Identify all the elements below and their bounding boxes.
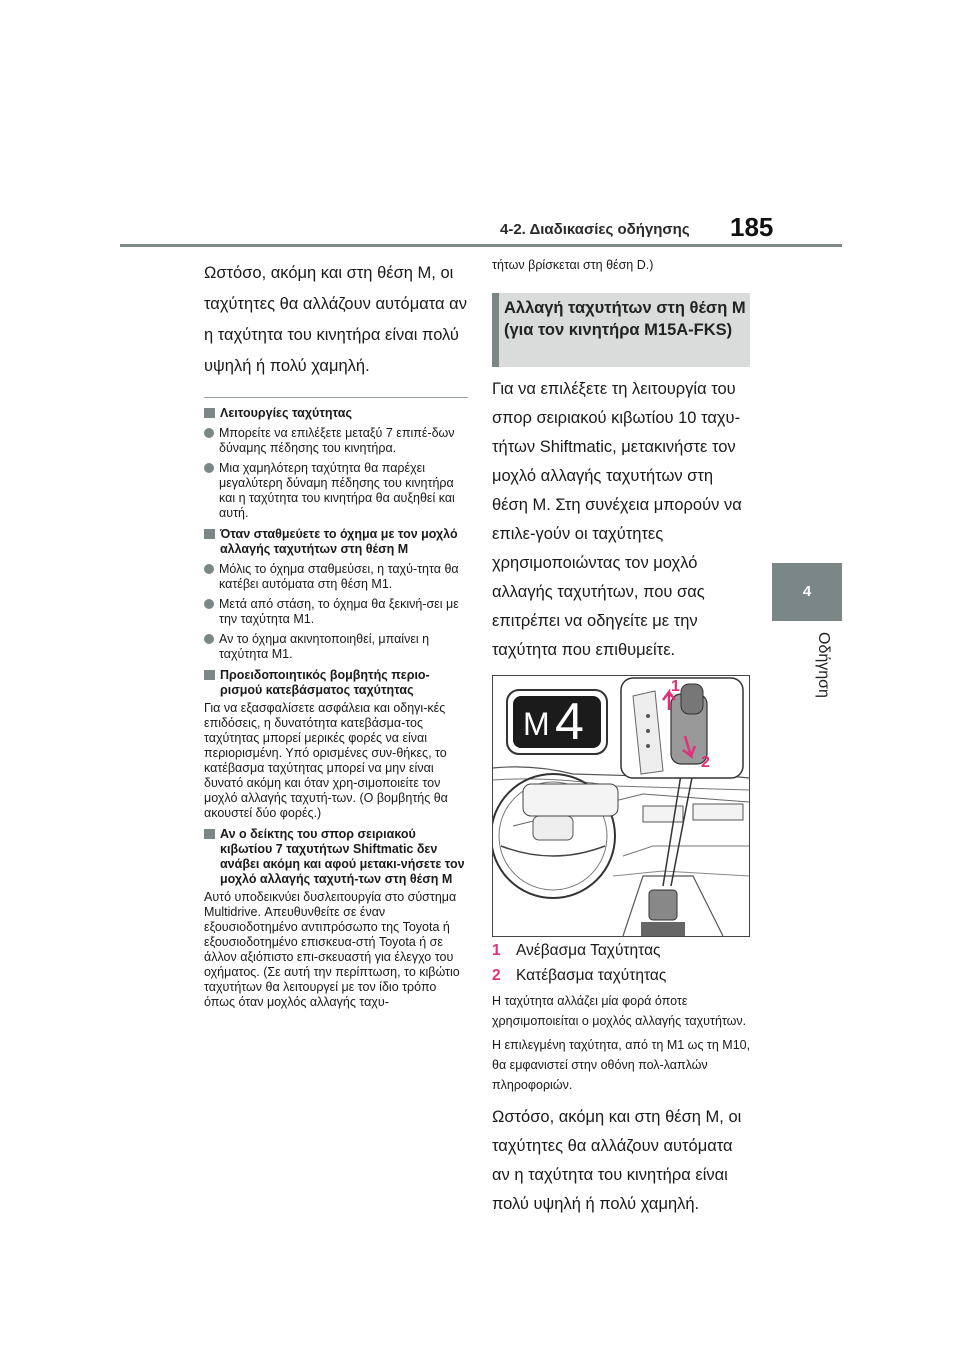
- round-bullet-icon: [204, 599, 214, 609]
- round-bullet-icon: [204, 428, 214, 438]
- subheading-buzzer: [204, 668, 470, 698]
- subheading-text: Αν ο δείκτης του σπορ σειριακού κιβωτίου 7 ταχυτήτων Shiftmatic δεν ανάβει ακόμη και αφού μετακι-νήσετε τον μοχλό αλλαγής ταχυτή-των στη θέση M: [220, 827, 465, 886]
- bullet-item: [204, 461, 470, 521]
- right-column: [492, 258, 752, 1219]
- square-bullet-icon: [204, 529, 215, 539]
- legend-number: 2: [492, 967, 501, 984]
- section-title: Αλλαγή ταχυτήτων στη θέση M (για τον κινητήρα M15A-FKS): [504, 299, 746, 339]
- left-column: [204, 258, 470, 1014]
- bullet-text: Μια χαμηλότερη ταχύτητα θα παρέχει μεγαλύτερη δύναμη πέδησης του κινητήρα και η ταχύτητα του κινητήρα θα αυξηθεί και αυτή.: [219, 461, 455, 520]
- legend-item-upshift: [492, 939, 752, 962]
- continued-text: τήτων βρίσκεται στη θέση D.): [492, 258, 654, 272]
- indicator-digit: 4: [555, 693, 584, 751]
- section-title-box: [492, 293, 750, 367]
- bullet-item: [204, 562, 470, 592]
- bullet-text: Μπορείτε να επιλέξετε μεταξύ 7 επιπέ-δων δύναμης πέδησης του κινητήρα.: [219, 426, 455, 455]
- header-rule: [120, 244, 842, 247]
- bullet-item: [204, 597, 470, 627]
- bullet-item: [204, 632, 470, 662]
- section-heading: 4-2. Διαδικασίες οδήγησης: [500, 221, 690, 238]
- page-number: 185: [730, 212, 774, 242]
- subheading-parking: [204, 527, 470, 557]
- bullet-text: Μόλις το όχημα σταθμεύσει, η ταχύ-τητα θα κατέβει αυτόματα στη θέση M1.: [219, 562, 459, 591]
- legend-text: Ανέβασμα Ταχύτητας: [516, 942, 661, 959]
- subheading-text: Προειδοποιητικός βομβητής περιο-ρισμού κατεβάσματος ταχύτητας: [220, 668, 430, 697]
- subheading-gear-functions: [204, 406, 470, 421]
- legend-number: 1: [492, 942, 501, 959]
- note-paragraph: Η ταχύτητα αλλάζει μία φορά όποτε χρησιμοποιείται ο μοχλός αλλαγής ταχυτήτων.: [492, 994, 747, 1028]
- subheading-text: Όταν σταθμεύετε το όχημα με τον μοχλό αλλαγής ταχυτήτων στη θέση M: [220, 527, 458, 556]
- round-bullet-icon: [204, 634, 214, 644]
- outro-paragraph: Ωστόσο, ακόμη και στη θέση M, οι ταχύτητες θα αλλάζουν αυτόματα αν η ταχύτητα του κινητήρα είναι πολύ υψηλή ή πολύ χαμηλή.: [492, 1108, 742, 1213]
- divider: [204, 397, 468, 398]
- indicator-letter: M: [523, 706, 550, 742]
- gear-shift-illustration: [492, 675, 750, 937]
- bullet-text: Αν το όχημα ακινητοποιηθεί, μπαίνει η ταχύτητα M1.: [219, 632, 430, 661]
- subheading-text: Λειτουργίες ταχύτητας: [220, 406, 352, 420]
- buzzer-paragraph: Για να εξασφαλίσετε ασφάλεια και οδηγι-κές επιδόσεις, η δυνατότητα κατεβάσμα-τος ταχύτητας μπορεί μερικές φορές να είναι περιορισμένη. Υπό ορισμένες συν-θήκες, το κατέβασμα ταχύτητας μπορεί να μην είναι δυνατό ακόμη και όταν χρη-σιμοποιείτε τον μοχλό αλλαγής ταχυτή-των. (Ο βομβητής θα ακουστεί δύο φορές.): [204, 701, 448, 820]
- round-bullet-icon: [204, 564, 214, 574]
- intro-paragraph: Ωστόσο, ακόμη και στη θέση M, οι ταχύτητες θα αλλάζουν αυτόματα αν η ταχύτητα του κινητήρα είναι πολύ υψηλή ή πολύ χαμηλή.: [204, 264, 467, 375]
- bullet-item: [204, 426, 470, 456]
- subheading-indicator: [204, 827, 470, 887]
- section-title-bar: [492, 293, 499, 367]
- indicator-paragraph: Αυτό υποδεικνύει δυσλειτουργία στο σύστημα Multidrive. Απευθυνθείτε σε έναν εξουσιοδοτημένο αντιπρόσωπο της Toyota ή εξουσιοδοτημένο επισκευα-στή Toyota ή σε άλλον αξιόπιστο επι-σκευαστή για έλεγχο του οχήματος. (Σε αυτή την περίπτωση, το κιβώτιο ταχυτήτων θα λειτουργεί με τον ίδιο τρόπο όπως όταν μοχλός αλλαγής ταχυ-: [204, 890, 460, 1009]
- chapter-label: Οδήγηση: [815, 632, 832, 698]
- square-bullet-icon: [204, 670, 215, 680]
- square-bullet-icon: [204, 829, 215, 839]
- chapter-tab: 4: [772, 563, 842, 621]
- legend-text: Κατέβασμα ταχύτητας: [516, 967, 667, 984]
- callout-2: 2: [701, 754, 710, 771]
- square-bullet-icon: [204, 408, 215, 418]
- callout-1: 1: [671, 678, 680, 695]
- body-paragraph: Για να επιλέξετε τη λειτουργία του σπορ σειριακού κιβωτίου 10 ταχυ-τήτων Shiftmatic, μετακινήστε τον μοχλό αλλαγής ταχυτήτων στη θέση M. Στη συνέχεια μπορούν να επιλε-γούν οι ταχύτητες χρησιμοποιώντας τον μοχλό αλλαγής ταχυτήτων, που σας επιτρέπει να οδηγείτε με την ταχύτητα που επιθυμείτε.: [492, 380, 742, 659]
- round-bullet-icon: [204, 463, 214, 473]
- note-paragraph: Η επιλεγμένη ταχύτητα, από τη M1 ως τη M10, θα εμφανιστεί στην οθόνη πολ-λαπλών πληροφοριών.: [492, 1038, 751, 1092]
- bullet-text: Μετά από στάση, το όχημα θα ξεκινή-σει με την ταχύτητα M1.: [219, 597, 459, 626]
- legend-item-downshift: [492, 964, 752, 987]
